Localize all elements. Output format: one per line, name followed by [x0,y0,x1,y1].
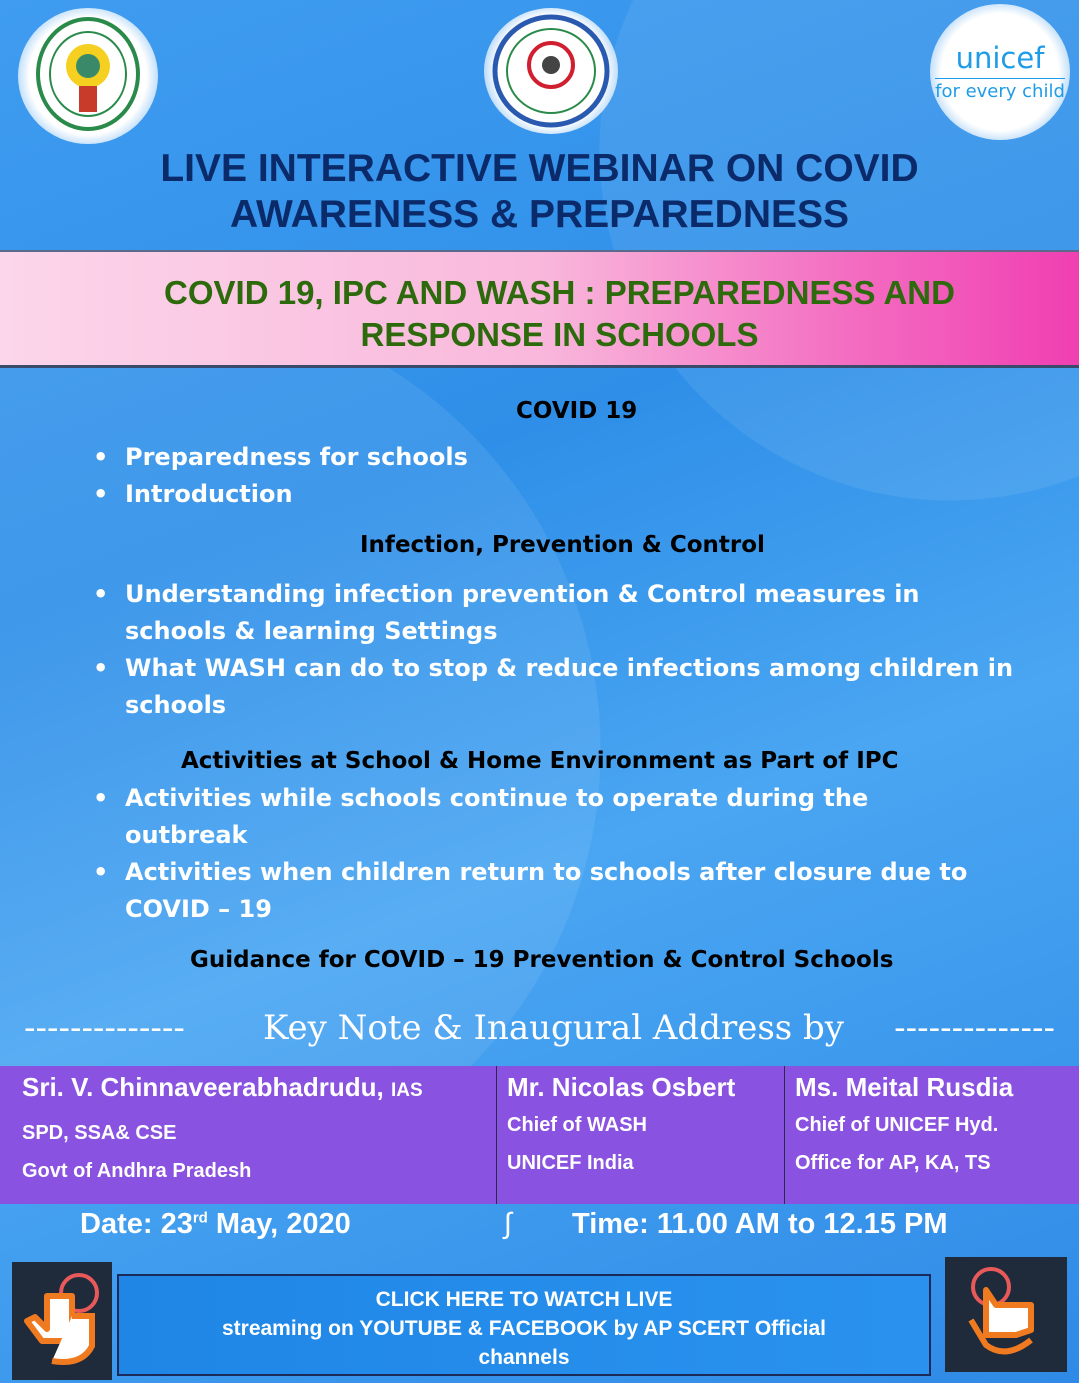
cta-line-2: streaming on YOUTUBE & FACEBOOK by AP SCERT Official [221,1317,827,1340]
banner-line-2: RESPONSE IN SCHOOLS [360,316,759,353]
list-item: • What WASH can do to stop & reduce infections among children in schools [125,650,1055,724]
cta-line-3: channels [478,1346,570,1369]
list-item: • Activities while schools continue to operate during the outbreak [125,780,945,854]
tap-hand-icon[interactable] [945,1257,1067,1372]
cta-line-1: CLICK HERE TO WATCH LIVE [375,1288,673,1311]
keynote-label: Key Note & Inaugural Address by [263,1008,845,1048]
speaker-org: Govt of Andhra Pradesh [22,1160,252,1182]
speaker-suffix: IAS [390,1080,423,1101]
speaker-card [0,1066,497,1204]
speaker-card [785,1066,1079,1204]
section-heading: Activities at School & Home Environment as Part of IPC [181,748,899,774]
separator: ∫ [504,1208,512,1240]
unicef-tagline: for every child [935,78,1065,102]
keynote-heading [0,1008,1079,1058]
divider-dashes: -------------- [894,1008,1055,1048]
section-heading: COVID 19 [516,398,638,424]
title-line-1: LIVE INTERACTIVE WEBINAR ON COVID [160,147,919,190]
speaker-name: Mr. Nicolas Osbert [507,1072,736,1102]
speaker-name: Ms. Meital Rusdia [795,1072,1014,1102]
section-heading: Guidance for COVID – 19 Prevention & Control Schools [190,947,894,973]
scert-logo [484,8,618,134]
section-heading: Infection, Prevention & Control [360,532,765,558]
speakers-panel [0,1066,1079,1204]
date-month-year: May, 2020 [207,1208,351,1240]
event-date [80,1208,351,1241]
tap-hand-icon[interactable] [12,1262,112,1380]
list-item: • Introduction [125,476,1005,513]
topic-banner [0,250,1079,368]
speaker-role: SPD, SSA& CSE [22,1122,177,1144]
webinar-title [0,146,1079,238]
event-time: Time: 11.00 AM to 12.15 PM [572,1208,948,1240]
date-day: Date: 23 [80,1208,193,1240]
divider-dashes: -------------- [24,1008,185,1048]
unicef-logo [930,4,1070,140]
list-item: • Understanding infection prevention & Control measures in schools & learning Settings [125,576,1005,650]
speaker-org: Office for AP, KA, TS [795,1152,991,1174]
speaker-role: Chief of UNICEF Hyd. [795,1114,999,1136]
banner-line-1: COVID 19, IPC AND WASH : PREPAREDNESS AND [164,274,955,311]
watch-live-button[interactable] [117,1274,931,1376]
speaker-org: UNICEF India [507,1152,634,1174]
speaker-card [497,1066,785,1204]
list-item: • Preparedness for schools [125,439,1005,476]
speaker-name: Sri. V. Chinnaveerabhadrudu, [22,1072,384,1102]
title-line-2: AWARENESS & PREPAREDNESS [229,193,850,236]
unicef-wordmark: unicef [955,41,1045,75]
speaker-role: Chief of WASH [507,1114,647,1136]
list-item: • Activities when children return to schools after closure due to COVID – 19 [125,854,1045,928]
date-suffix: rd [192,1209,208,1227]
ap-govt-emblem-logo [18,8,158,144]
